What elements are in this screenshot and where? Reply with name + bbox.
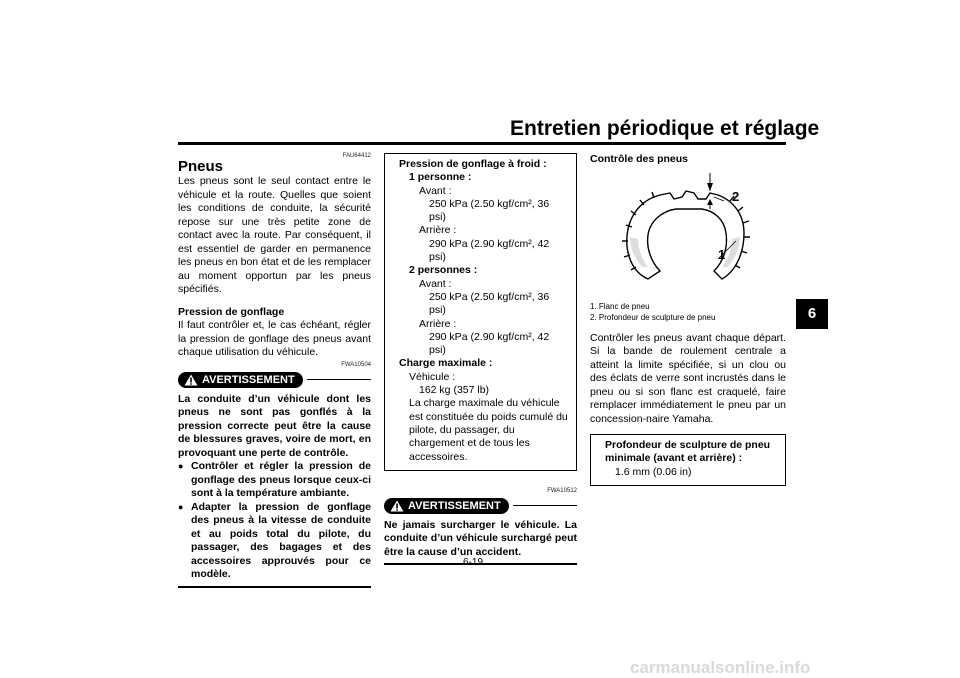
warning-text: Ne jamais surcharger le véhicule. La conduite d’un véhicule surchargé peut être la cause d’un accident. [384, 518, 577, 558]
page-header-title: Entretien périodique et réglage [510, 117, 820, 140]
spec-rear-label: Arrière : [419, 224, 457, 237]
spec-front-value: 250 kPa (2.50 kgf/cm², 36 psi) [429, 290, 550, 317]
warning-end-rule [178, 586, 371, 588]
warning-header [384, 498, 577, 514]
spec-2-persons: 2 personnes : [409, 264, 478, 277]
pressure-spec-box [384, 153, 577, 471]
tire-check-paragraph: Contrôler les pneus avant chaque départ. Si la bande de roulement centrale a atteint la limite spécifiée, si un clou ou des éclats de verre sont incrustés dans le pneu ou si son flanc est craquelé, faire remplacer immédiatement le pneu par un concession-naire Yamaha. [590, 331, 786, 425]
spec-max-load-text: La charge maximale du véhicule est constituée du poids cumulé du pilote, du passager, du chargement et de tous les accessoires. [409, 397, 568, 463]
warning-label: AVERTISSEMENT [408, 499, 501, 512]
warning-bullets [178, 460, 371, 582]
header-rule [178, 142, 786, 145]
column-2 [384, 153, 577, 565]
warning-badge [178, 372, 303, 388]
warning-code: FWA10512 [547, 487, 577, 494]
subsection-title: Contrôle des pneus [590, 153, 689, 165]
spec-max-load-title: Charge maximale : [399, 357, 493, 370]
legend-item: 2. Profondeur de sculpture de pneu [590, 312, 716, 322]
tire-cross-section-icon [590, 167, 786, 291]
warning-header [178, 372, 371, 388]
chapter-tab[interactable]: 6 [796, 299, 828, 329]
warning-triangle-icon [184, 374, 198, 386]
legend-item: 1. Flanc de pneu [590, 301, 650, 311]
spec-front-value: 250 kPa (2.50 kgf/cm², 36 psi) [429, 197, 550, 224]
subsection-title: Pression de gonflage [178, 305, 285, 318]
column-3 [590, 153, 786, 486]
warning-triangle-icon [390, 500, 404, 512]
tread-spec-value: 1.6 mm (0.06 in) [615, 465, 692, 478]
warning-text: La conduite d’un véhicule dont les pneus ne sont pas gonflés à la pression correcte peut être la cause de blessures graves, voire de mort, en provoquant une perte de contrôle. [178, 392, 371, 459]
intro-paragraph: Les pneus sont le seul contact entre le véhicule et la route. Quelles que soient les conditions de conduite, la sécurité repose sur une très petite zone de contact avec la route. Par conséquent, il est essentiel de garder en permanence les pneus en bon état et de les remplacer au moment opportun par les pneus spécifiés. [178, 175, 371, 295]
pressure-paragraph: Il faut contrôler et, le cas échéant, régler la pression de gonflage des pneus avant chaque utilisation du véhicule. [178, 319, 371, 358]
tire-figure [590, 167, 786, 291]
section-title: Pneus [178, 158, 224, 175]
warning-badge [384, 498, 509, 514]
warning-code: FWA10504 [341, 361, 371, 368]
spec-1-person: 1 personne : [409, 171, 472, 184]
spec-vehicle-label: Véhicule : [409, 370, 456, 383]
spec-rear-value: 290 kPa (2.90 kgf/cm², 42 psi) [429, 237, 550, 264]
warning-line [513, 505, 577, 506]
callout-2: 2 [732, 188, 740, 204]
figure-legend [590, 301, 786, 323]
watermark: carmanualsonline.info [630, 658, 811, 677]
spec-vehicle-value: 162 kg (357 lb) [419, 384, 490, 397]
section-code: FAU64412 [342, 153, 371, 159]
list-item: ● Adapter la pression de gonflage des pneus à la vitesse de conduite et au poids total du pilote, du passager, des bagages et des accessoires approuvés pour ce modèle. [178, 501, 371, 582]
warning-line [307, 379, 371, 380]
spec-front-label: Avant : [419, 184, 452, 197]
warning-label: AVERTISSEMENT [202, 373, 295, 386]
spec-rear-label: Arrière : [419, 317, 457, 330]
tread-spec-box [590, 434, 786, 486]
spec-title: Pression de gonflage à froid : [399, 158, 547, 170]
spec-rear-value: 290 kPa (2.90 kgf/cm², 42 psi) [429, 330, 550, 357]
callout-1: 1 [718, 246, 726, 262]
tread-spec-title: Profondeur de sculpture de pneu minimale (avant et arrière) : [605, 439, 771, 465]
list-item: ● Contrôler et régler la pression de gonflage des pneus lorsque ceux-ci sont à la température ambiante. [178, 460, 371, 501]
column-1 [178, 153, 371, 588]
page-number: 6-19 [463, 557, 484, 568]
spec-front-label: Avant : [419, 277, 452, 290]
